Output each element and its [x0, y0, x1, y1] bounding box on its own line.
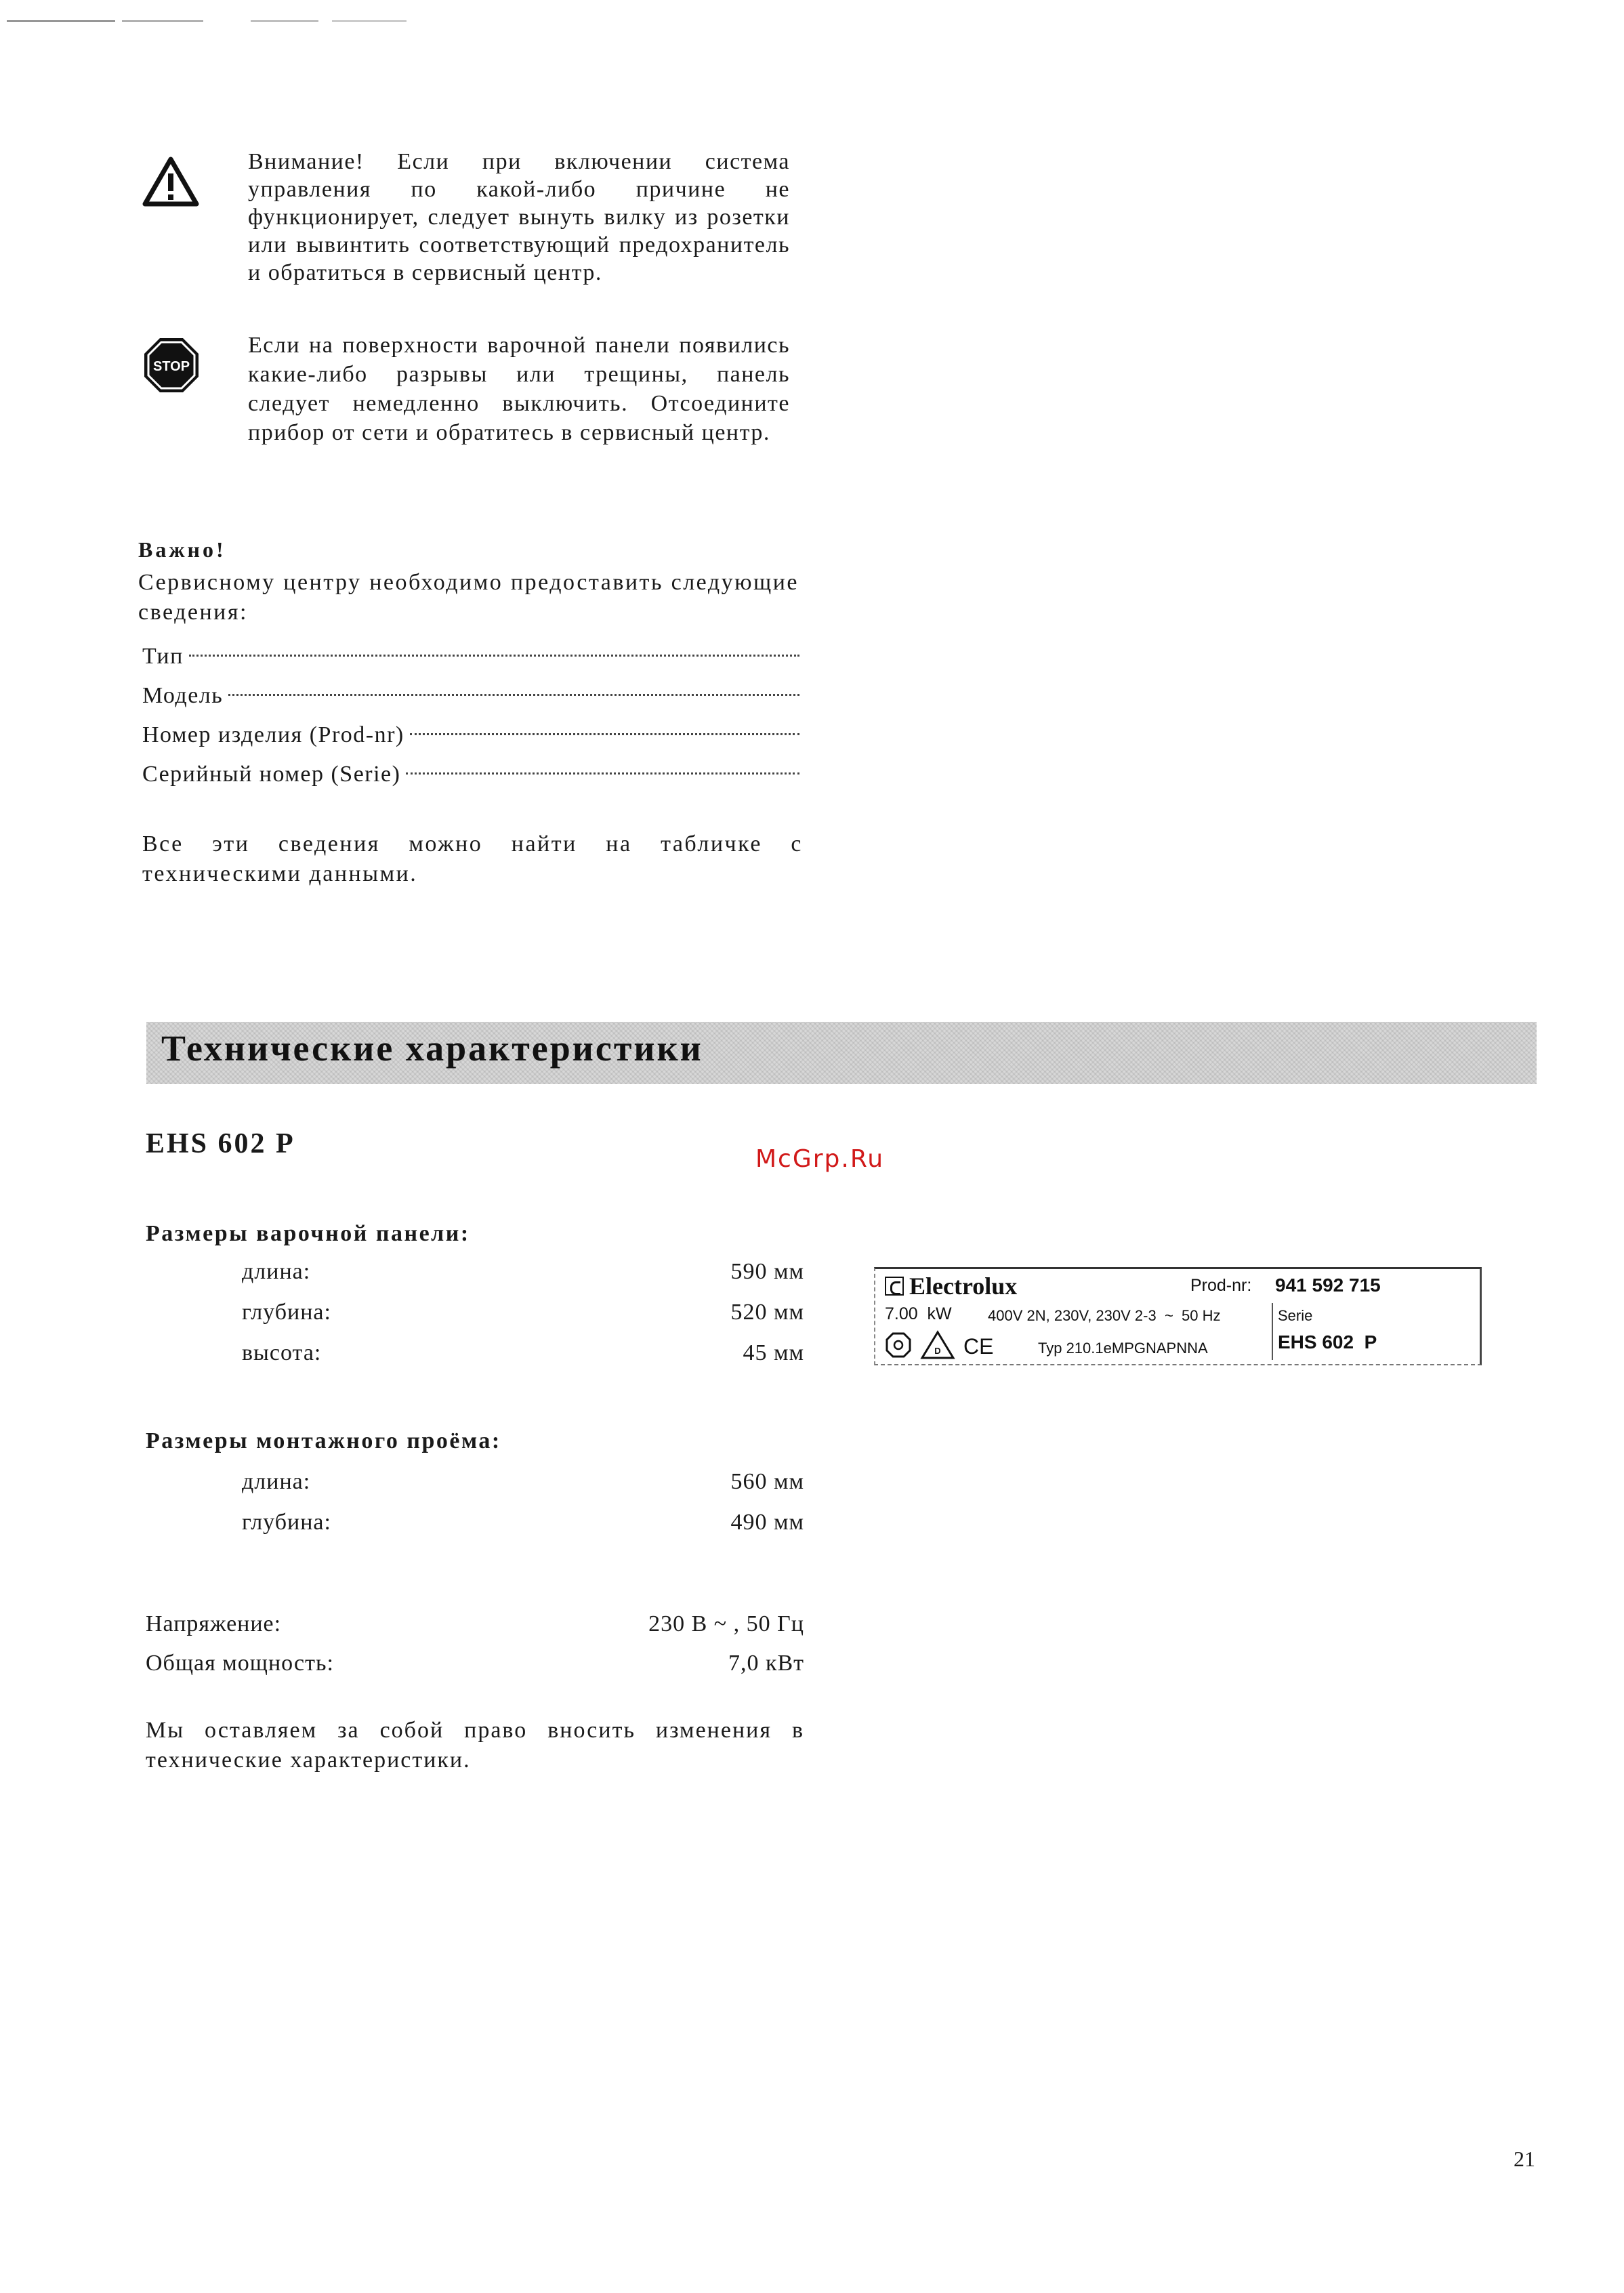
spec-row	[242, 1340, 804, 1366]
spec-label: глубина:	[242, 1300, 331, 1325]
important-text: Сервисному центру необходимо предоставить следующие сведения:	[138, 570, 799, 625]
page-number: 21	[1514, 2147, 1535, 2171]
plate-brand-name: Electrolux	[909, 1273, 1018, 1300]
plate-serie-label: Serie	[1278, 1307, 1313, 1324]
plate-prod-value: 941 592 715	[1275, 1275, 1381, 1296]
voltage-label: Напряжение:	[146, 1611, 282, 1636]
spec-row	[242, 1259, 804, 1285]
scan-artifact	[7, 20, 115, 22]
spec-value: 520 мм	[730, 1300, 804, 1325]
spec-value: 45 мм	[743, 1340, 804, 1365]
dotted-line	[410, 733, 799, 735]
spec-row	[242, 1510, 804, 1535]
plate-model: EHS 602 P	[1278, 1331, 1377, 1352]
warning-triangle-icon	[142, 156, 199, 207]
scan-artifact	[332, 20, 407, 22]
plate-brand	[885, 1272, 1017, 1300]
spec-row	[242, 1469, 804, 1495]
approval-mark-icon	[885, 1331, 912, 1359]
field-type	[142, 644, 799, 674]
field-label: Серийный номер (Serie)	[142, 762, 401, 787]
field-label: Тип	[142, 644, 184, 669]
power-row	[146, 1651, 804, 1676]
plate-prod-label: Prod-nr:	[1190, 1276, 1252, 1295]
safety-triangle-icon	[920, 1330, 955, 1360]
important-title: Важно!	[138, 537, 226, 562]
spec-label: глубина:	[242, 1510, 331, 1535]
electrolux-logo-icon	[885, 1277, 904, 1296]
spec-value: 560 мм	[730, 1469, 804, 1494]
spec-label: высота:	[242, 1340, 322, 1365]
spec-value: 590 мм	[730, 1259, 804, 1284]
svg-text:D: D	[934, 1346, 941, 1356]
stop-sign-icon	[142, 336, 201, 394]
field-model	[142, 683, 799, 713]
scan-artifact	[251, 20, 318, 22]
section-title: Технические характеристики	[161, 1028, 703, 1069]
spec-value: 490 мм	[730, 1510, 804, 1535]
plate-type: Typ 210.1eMPGNAPNNA	[1038, 1340, 1208, 1357]
field-prod-nr	[142, 722, 799, 752]
plate-power: 7.00 kW	[885, 1304, 952, 1323]
watermark: McGrp.Ru	[755, 1145, 885, 1173]
panel-dimensions-title: Размеры варочной панели:	[146, 1221, 470, 1246]
stop-sign-label: STOP	[152, 359, 190, 374]
important-note: Все эти сведения можно найти на табличке с техническими данными.	[142, 831, 803, 886]
field-serie	[142, 762, 799, 791]
spec-label: длина:	[242, 1469, 311, 1494]
voltage-value: 230 В ~ , 50 Гц	[648, 1611, 804, 1636]
field-label: Модель	[142, 683, 224, 708]
plate-voltage: 400V 2N, 230V, 230V 2-3 ~ 50 Hz	[988, 1307, 1221, 1324]
spec-label: длина:	[242, 1259, 311, 1284]
power-value: 7,0 кВт	[728, 1651, 804, 1676]
dotted-line	[189, 655, 799, 657]
power-label: Общая мощность:	[146, 1651, 334, 1676]
cutout-dimensions-title: Размеры монтажного проёма:	[146, 1428, 501, 1453]
scan-artifact	[122, 20, 203, 22]
spec-row	[242, 1300, 804, 1325]
warning-text: Внимание! Если при включении система управления по какой-либо причине не функционирует, следует вынуть вилку из розетки или вывинтить соответствующий предохранитель и обратиться в сервисный центр.	[248, 149, 790, 285]
model-name: EHS 602 P	[146, 1128, 295, 1159]
rating-plate	[874, 1267, 1482, 1365]
field-label: Номер изделия (Prod-nr)	[142, 722, 404, 747]
plate-ce-mark: CE	[963, 1334, 994, 1359]
dotted-line	[228, 694, 799, 696]
stop-text: Если на поверхности варочной панели появились какие-либо разрывы или трещины, панель следует немедленно выключить. Отсоедините прибор от сети и обратитесь в сервисный центр.	[248, 333, 790, 445]
voltage-row	[146, 1611, 804, 1637]
dotted-line	[406, 772, 799, 774]
disclaimer: Мы оставляем за собой право вносить изменения в технические характеристики.	[146, 1718, 804, 1773]
